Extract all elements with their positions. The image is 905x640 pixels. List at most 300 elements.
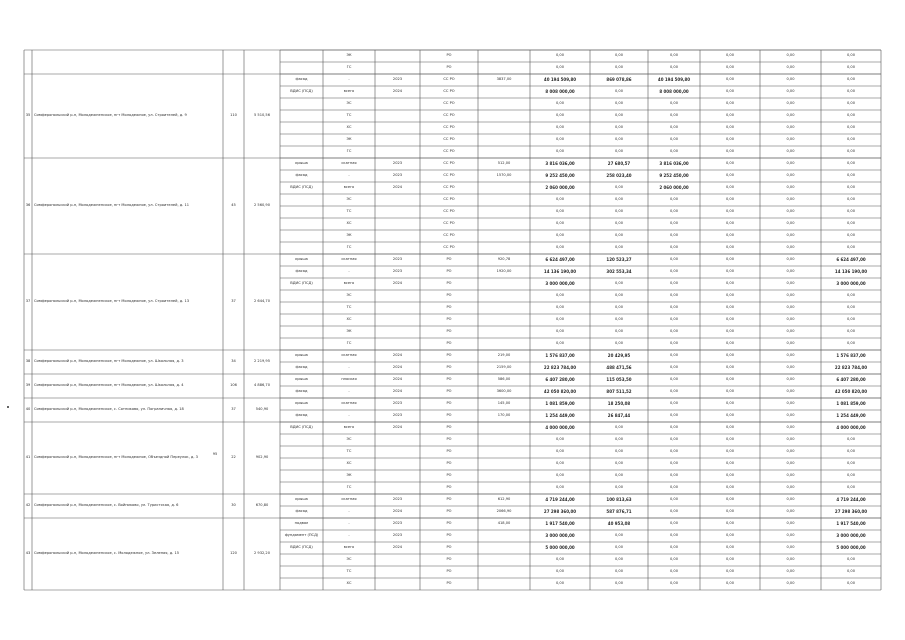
amount-c4: 0,00 bbox=[786, 449, 795, 454]
amount-c1: 120 523,27 bbox=[606, 257, 632, 262]
amount-c4: 0,00 bbox=[786, 581, 795, 586]
year: 2023 bbox=[392, 257, 403, 262]
row-number: 43 bbox=[25, 551, 31, 556]
amount-c5: 0,00 bbox=[846, 185, 856, 190]
work-kind: крыша bbox=[295, 377, 308, 382]
amount-c1: 100 813,63 bbox=[606, 497, 632, 502]
amount-c5: 3 000 000,00 bbox=[836, 533, 866, 538]
system-label: ХС bbox=[346, 221, 352, 226]
fund-form: РО bbox=[446, 533, 452, 538]
fund-form: РО bbox=[446, 389, 452, 394]
address-cell: Симферопольский р-н, Молодежненское, пгт Молодежное, ул. Строителей, д. 9 bbox=[34, 113, 187, 118]
work-kind: ВДИС (ПСД) bbox=[290, 89, 313, 94]
fund-form: РО bbox=[446, 461, 452, 466]
amount-c5: 3 000 000,00 bbox=[836, 281, 866, 286]
amount-c1: 587 876,71 bbox=[606, 509, 632, 514]
amount-c1: 0,00 bbox=[614, 89, 624, 94]
year: 2024 bbox=[392, 377, 403, 382]
amount-c2: 0,00 bbox=[669, 293, 679, 298]
year: 2023 bbox=[392, 173, 403, 178]
amount-sum: 0,00 bbox=[555, 245, 565, 250]
work-kind: подвал bbox=[294, 521, 309, 526]
fund-form: СС РО bbox=[443, 197, 455, 202]
amount-c2: 0,00 bbox=[669, 197, 679, 202]
amount-c2: 40 194 509,80 bbox=[657, 77, 691, 82]
amount-c1: 807 511,52 bbox=[606, 389, 632, 394]
amount-c1: 0,00 bbox=[614, 317, 624, 322]
amount-c4: 0,00 bbox=[786, 377, 795, 382]
amount-c3: 0,00 bbox=[725, 425, 735, 430]
amount-sum: 0,00 bbox=[555, 473, 565, 478]
amount-c1: 302 553,34 bbox=[606, 269, 632, 274]
row-number: 38 bbox=[25, 359, 31, 364]
amount-c5: 0,00 bbox=[846, 125, 856, 130]
system-label: ЭС bbox=[346, 197, 352, 202]
amount-sum: 1 254 449,00 bbox=[545, 413, 575, 418]
amount-c5: 0,00 bbox=[846, 101, 856, 106]
fund-form: СС РО bbox=[443, 185, 455, 190]
amount-c5: 0,00 bbox=[846, 137, 856, 142]
amount-c5: 0,00 bbox=[846, 473, 856, 478]
amount-c2: 0,00 bbox=[669, 533, 679, 538]
amount-c3: 0,00 bbox=[725, 293, 735, 298]
amount-c4: 0,00 bbox=[786, 65, 795, 70]
amount-c3: 0,00 bbox=[725, 305, 735, 310]
work-kind: ВДИС (ПСД) bbox=[290, 281, 313, 286]
amount-sum: 3 000 000,00 bbox=[545, 281, 575, 286]
volume: 3600,00 bbox=[496, 389, 512, 394]
amount-c4: 0,00 bbox=[786, 233, 795, 238]
fund-form: РО bbox=[446, 353, 452, 358]
amount-c5: 0,00 bbox=[846, 173, 856, 178]
fund-form: РО bbox=[446, 581, 452, 586]
volume: 219,00 bbox=[497, 353, 511, 358]
amount-c3: 0,00 bbox=[725, 209, 735, 214]
fund-form: РО bbox=[446, 545, 452, 550]
year: 2024 bbox=[392, 425, 403, 430]
amount-c4: 0,00 bbox=[786, 569, 795, 574]
amount-c5: 0,00 bbox=[846, 113, 856, 118]
amount-c2: 2 060 000,00 bbox=[659, 185, 689, 190]
amount-c2: 0,00 bbox=[669, 449, 679, 454]
amount-sum: 0,00 bbox=[555, 233, 565, 238]
amount-c1: 258 023,40 bbox=[606, 173, 632, 178]
amount-c1: 0,00 bbox=[614, 341, 624, 346]
material: - bbox=[348, 173, 350, 178]
fund-form: РО bbox=[446, 437, 452, 442]
system-label: ЭК bbox=[346, 329, 352, 334]
amount-c3: 0,00 bbox=[725, 113, 735, 118]
work-kind: фасад bbox=[295, 389, 308, 394]
amount-c3: 0,00 bbox=[725, 245, 735, 250]
volume: 920,78 bbox=[497, 257, 511, 262]
amount-c3: 0,00 bbox=[725, 125, 735, 130]
amount-c2: 0,00 bbox=[669, 413, 679, 418]
amount-c4: 0,00 bbox=[786, 389, 795, 394]
amount-sum: 0,00 bbox=[555, 125, 565, 130]
fund-form: СС РО bbox=[443, 113, 455, 118]
amount-sum: 0,00 bbox=[555, 65, 565, 70]
year: 2023 bbox=[392, 521, 403, 526]
amount-c4: 0,00 bbox=[786, 113, 795, 118]
amount-c3: 0,00 bbox=[725, 497, 735, 502]
amount-c4: 0,00 bbox=[786, 257, 795, 262]
fund-form: РО bbox=[446, 329, 452, 334]
amount-sum: 1 917 540,00 bbox=[545, 521, 575, 526]
work-kind: крыша bbox=[295, 161, 308, 166]
amount-c5: 0,00 bbox=[846, 461, 856, 466]
amount-c2: 0,00 bbox=[669, 269, 679, 274]
amount-c2: 0,00 bbox=[669, 305, 679, 310]
amount-c4: 0,00 bbox=[786, 557, 795, 562]
work-kind: ВДИС (ПСД) bbox=[290, 185, 313, 190]
amount-c5: 0,00 bbox=[846, 437, 856, 442]
amount-c4: 0,00 bbox=[786, 341, 795, 346]
fund-form: РО bbox=[446, 413, 452, 418]
amount-c5: 6 407 280,00 bbox=[836, 377, 866, 382]
amount-c2: 0,00 bbox=[669, 353, 679, 358]
amount-c5: 0,00 bbox=[846, 581, 856, 586]
amount-c1: 0,00 bbox=[614, 53, 624, 58]
amount-c5: 0,00 bbox=[846, 221, 856, 226]
year: 2024 bbox=[392, 365, 403, 370]
amount-c3: 0,00 bbox=[725, 221, 735, 226]
amount-c1: 0,00 bbox=[614, 149, 624, 154]
amount-c1: 869 078,86 bbox=[606, 77, 632, 82]
amount-sum: 0,00 bbox=[555, 113, 565, 118]
amount-c2: 0,00 bbox=[669, 461, 679, 466]
amount-c2: 0,00 bbox=[669, 65, 679, 70]
amount-c2: 0,00 bbox=[669, 233, 679, 238]
system-label: ЭС bbox=[346, 101, 352, 106]
fund-form: РО bbox=[446, 449, 452, 454]
year: 2024 bbox=[392, 281, 403, 286]
amount-c4: 0,00 bbox=[786, 149, 795, 154]
volume: 586,00 bbox=[497, 377, 511, 382]
amount-c2: 0,00 bbox=[669, 281, 679, 286]
amount-c4: 0,00 bbox=[786, 401, 795, 406]
amount-c2: 0,00 bbox=[669, 257, 679, 262]
volume: 2159,00 bbox=[496, 365, 512, 370]
area-cell: 34 bbox=[231, 359, 236, 364]
fund-form: РО bbox=[446, 485, 452, 490]
system-label: ГС bbox=[346, 485, 352, 490]
amount-c2: 0,00 bbox=[669, 437, 679, 442]
amount-c5: 5 000 000,00 bbox=[836, 545, 866, 550]
amount-c1: 27 680,57 bbox=[607, 161, 631, 166]
area-cell: 30 bbox=[231, 503, 236, 508]
amount-c4: 0,00 bbox=[786, 125, 795, 130]
fund-form: СС РО bbox=[443, 233, 455, 238]
fund-form: СС РО bbox=[443, 77, 455, 82]
amount-c3: 0,00 bbox=[725, 581, 735, 586]
amount-sum: 2 060 000,00 bbox=[545, 185, 575, 190]
amount-c3: 0,00 bbox=[725, 533, 735, 538]
amount-c1: 0,00 bbox=[614, 197, 624, 202]
amount-c1: 0,00 bbox=[614, 185, 624, 190]
material: всего bbox=[343, 545, 355, 550]
amount-sum: 3 000 000,00 bbox=[545, 533, 575, 538]
address-cell: Симферопольский р-н, Молодежненское, с. Молодежное, ул. Зеленая, д. 15 bbox=[34, 551, 180, 556]
amount-c4: 0,00 bbox=[786, 317, 795, 322]
address-cell: Симферопольский р-н, Молодежненское, пгт Молодежное, ул. Школьная, д. 3 bbox=[34, 359, 184, 364]
fund-form: РО bbox=[446, 317, 452, 322]
amount-sum: 0,00 bbox=[555, 293, 565, 298]
amount-c1: 115 053,50 bbox=[606, 377, 632, 382]
amount-sum: 3 816 036,00 bbox=[545, 161, 575, 166]
amount-c4: 0,00 bbox=[786, 185, 795, 190]
system-label: ЭС bbox=[346, 437, 352, 442]
fund-form: СС РО bbox=[443, 137, 455, 142]
amount-c3: 0,00 bbox=[725, 233, 735, 238]
system-label: ЭК bbox=[346, 137, 352, 142]
amount-sum: 8 008 000,00 bbox=[545, 89, 575, 94]
work-kind: крыша bbox=[295, 401, 308, 406]
amount-c2: 0,00 bbox=[669, 365, 679, 370]
material: - bbox=[348, 389, 350, 394]
material: - bbox=[348, 509, 350, 514]
work-kind: фасад bbox=[295, 365, 308, 370]
material: скатная bbox=[341, 161, 357, 166]
amount-c5: 0,00 bbox=[846, 89, 856, 94]
amount-sum: 0,00 bbox=[555, 569, 565, 574]
amount-c1: 0,00 bbox=[614, 437, 624, 442]
amount-c1: 0,00 bbox=[614, 305, 624, 310]
amount-sum: 0,00 bbox=[555, 485, 565, 490]
amount-sum: 0,00 bbox=[555, 209, 565, 214]
amount-c2: 0,00 bbox=[669, 389, 679, 394]
amount-c5: 0,00 bbox=[846, 245, 856, 250]
amount-sum: 6 407 280,00 bbox=[545, 377, 575, 382]
amount-c1: 0,00 bbox=[614, 581, 624, 586]
amount-c3: 0,00 bbox=[725, 341, 735, 346]
amount-c4: 0,00 bbox=[786, 509, 795, 514]
amount-sum: 0,00 bbox=[555, 461, 565, 466]
amount-sum: 0,00 bbox=[555, 329, 565, 334]
amount-c3: 0,00 bbox=[725, 173, 735, 178]
amount-c3: 0,00 bbox=[725, 281, 735, 286]
amount-c1: 0,00 bbox=[614, 113, 624, 118]
amount-sum: 0,00 bbox=[555, 317, 565, 322]
material: - bbox=[348, 533, 350, 538]
amount-c5: 1 917 540,00 bbox=[836, 521, 866, 526]
amount-c3: 0,00 bbox=[725, 137, 735, 142]
amount-c5: 0,00 bbox=[846, 53, 856, 58]
amount-c1: 0,00 bbox=[614, 209, 624, 214]
fund-form: РО bbox=[446, 521, 452, 526]
amount-c3: 0,00 bbox=[725, 149, 735, 154]
row-number: 36 bbox=[25, 203, 31, 208]
material: всего bbox=[343, 425, 355, 430]
amount-c4: 0,00 bbox=[786, 221, 795, 226]
amount-sum: 0,00 bbox=[555, 581, 565, 586]
amount-c2: 0,00 bbox=[669, 137, 679, 142]
amount-c2: 0,00 bbox=[669, 245, 679, 250]
system-label: ЭК bbox=[346, 53, 352, 58]
year: 2023 bbox=[392, 77, 403, 82]
amount-c3: 0,00 bbox=[725, 53, 735, 58]
amount-c4: 0,00 bbox=[786, 161, 795, 166]
amount-sum: 22 823 784,00 bbox=[543, 365, 577, 370]
year: 2024 bbox=[392, 509, 403, 514]
amount-c1: 0,00 bbox=[614, 449, 624, 454]
system-label: ТС bbox=[346, 209, 352, 214]
amount-c4: 0,00 bbox=[786, 353, 795, 358]
amount-c1: 0,00 bbox=[614, 473, 624, 478]
amount-c1: 0,00 bbox=[614, 461, 624, 466]
amount-c3: 0,00 bbox=[725, 569, 735, 574]
amount-c3: 0,00 bbox=[725, 353, 735, 358]
amount-c5: 0,00 bbox=[846, 209, 856, 214]
year: 2023 bbox=[392, 497, 403, 502]
amount-c4: 0,00 bbox=[786, 281, 795, 286]
area-cell: 45 bbox=[231, 203, 236, 208]
amount-c4: 0,00 bbox=[786, 101, 795, 106]
amount-sum: 4 000 000,00 bbox=[545, 425, 575, 430]
row-number: 41 bbox=[25, 455, 31, 460]
address-cell: Симферопольский р-н, Молодежненское, пгт Молодежное, ул. Школьная, д. 4 bbox=[34, 383, 184, 388]
material: скатная bbox=[341, 401, 357, 406]
amount-c2: 0,00 bbox=[669, 581, 679, 586]
amount-c2: 0,00 bbox=[669, 317, 679, 322]
amount-sum: 0,00 bbox=[555, 305, 565, 310]
fund-form: РО bbox=[446, 281, 452, 286]
row-number: 35 bbox=[25, 113, 31, 118]
amount-sum: 0,00 bbox=[555, 149, 565, 154]
amount-c2: 0,00 bbox=[669, 329, 679, 334]
amount-c5: 0,00 bbox=[846, 557, 856, 562]
fund-form: РО bbox=[446, 497, 452, 502]
material: скатная bbox=[341, 497, 357, 502]
amount-c2: 0,00 bbox=[669, 377, 679, 382]
amount-c3: 0,00 bbox=[725, 413, 735, 418]
fund-form: СС РО bbox=[443, 245, 455, 250]
amount-c2: 0,00 bbox=[669, 485, 679, 490]
amount-c3: 0,00 bbox=[725, 401, 735, 406]
fund-form: РО bbox=[446, 305, 452, 310]
system-label: ТС bbox=[346, 305, 352, 310]
amount-c2: 0,00 bbox=[669, 125, 679, 130]
amount-c2: 0,00 bbox=[669, 221, 679, 226]
system-label: ТС bbox=[346, 113, 352, 118]
fund-form: РО bbox=[446, 341, 452, 346]
cost-cell: 2 932,20 bbox=[253, 551, 271, 556]
amount-c1: 0,00 bbox=[614, 545, 624, 550]
material: плоская bbox=[341, 377, 357, 382]
amount-c5: 42 050 820,00 bbox=[834, 389, 868, 394]
amount-c4: 0,00 bbox=[786, 305, 795, 310]
amount-c5: 0,00 bbox=[846, 317, 856, 322]
amount-c4: 0,00 bbox=[786, 53, 795, 58]
volume: 3837,00 bbox=[496, 77, 512, 82]
address-cell: Симферопольский р-н, Молодежненское, с. Сотниково, ул. Пограничная, д. 18 bbox=[34, 407, 184, 412]
address-cell: Симферопольский р-н, Молодежненское, с. Войниково, ул. Туристская, д. 6 bbox=[34, 503, 179, 508]
amount-sum: 40 194 509,80 bbox=[543, 77, 577, 82]
amount-c5: 0,00 bbox=[846, 329, 856, 334]
volume: 418,00 bbox=[497, 521, 511, 526]
amount-sum: 1 081 859,00 bbox=[545, 401, 575, 406]
fund-form: СС РО bbox=[443, 89, 455, 94]
system-label: ГС bbox=[346, 65, 352, 70]
amount-c5: 0,00 bbox=[846, 569, 856, 574]
system-label: ХС bbox=[346, 317, 352, 322]
amount-c2: 0,00 bbox=[669, 473, 679, 478]
volume: 612,90 bbox=[497, 497, 511, 502]
amount-sum: 6 624 497,00 bbox=[545, 257, 575, 262]
material: - bbox=[348, 269, 350, 274]
amount-c1: 0,00 bbox=[614, 485, 624, 490]
amount-sum: 0,00 bbox=[555, 557, 565, 562]
amount-c1: 488 471,56 bbox=[606, 365, 632, 370]
amount-c4: 0,00 bbox=[786, 137, 795, 142]
year: 2023 bbox=[392, 161, 403, 166]
amount-c4: 0,00 bbox=[786, 197, 795, 202]
amount-c4: 0,00 bbox=[786, 77, 795, 82]
amount-c1: 0,00 bbox=[614, 137, 624, 142]
amount-c4: 0,00 bbox=[786, 365, 795, 370]
amount-c5: 0,00 bbox=[846, 449, 856, 454]
system-label: ТС bbox=[346, 449, 352, 454]
amount-c5: 0,00 bbox=[846, 65, 856, 70]
cost-cell: 5 510,56 bbox=[253, 113, 271, 118]
amount-c1: 0,00 bbox=[614, 101, 624, 106]
amount-c1: 0,00 bbox=[614, 245, 624, 250]
material: скатная bbox=[341, 353, 357, 358]
material: всего bbox=[343, 89, 355, 94]
amount-c3: 0,00 bbox=[725, 101, 735, 106]
amount-c4: 0,00 bbox=[786, 461, 795, 466]
amount-c5: 27 298 360,00 bbox=[834, 509, 868, 514]
work-kind: фасад bbox=[295, 413, 308, 418]
amount-c1: 20 429,95 bbox=[607, 353, 631, 358]
fund-form: РО bbox=[446, 557, 452, 562]
amount-c1: 0,00 bbox=[614, 281, 624, 286]
system-label: ХС bbox=[346, 581, 352, 586]
amount-c5: 0,00 bbox=[846, 197, 856, 202]
amount-c1: 0,00 bbox=[614, 425, 624, 430]
cost-cell: 902,90 bbox=[255, 455, 269, 460]
amount-c4: 0,00 bbox=[786, 533, 795, 538]
amount-c5: 6 624 497,00 bbox=[836, 257, 866, 262]
work-kind: фасад bbox=[295, 173, 308, 178]
amount-sum: 0,00 bbox=[555, 101, 565, 106]
work-kind: фасад bbox=[295, 77, 308, 82]
amount-c3: 0,00 bbox=[725, 557, 735, 562]
work-kind: фасад bbox=[295, 509, 308, 514]
amount-c2: 0,00 bbox=[669, 401, 679, 406]
area-cell: 106 bbox=[230, 383, 237, 388]
amount-c4: 0,00 bbox=[786, 497, 795, 502]
amount-c1: 0,00 bbox=[614, 65, 624, 70]
amount-c1: 0,00 bbox=[614, 557, 624, 562]
cost-cell: 670,80 bbox=[255, 503, 269, 508]
amount-c2: 8 008 000,00 bbox=[659, 89, 689, 94]
amount-c2: 0,00 bbox=[669, 521, 679, 526]
year: 2024 bbox=[392, 389, 403, 394]
fund-form: РО bbox=[446, 365, 452, 370]
amount-c1: 26 847,44 bbox=[607, 413, 631, 418]
material: - bbox=[348, 365, 350, 370]
fund-form: СС РО bbox=[443, 161, 455, 166]
amount-c2: 0,00 bbox=[669, 497, 679, 502]
fund-form: РО bbox=[446, 473, 452, 478]
work-kind: крыша bbox=[295, 257, 308, 262]
amount-c3: 0,00 bbox=[725, 365, 735, 370]
amount-c3: 0,00 bbox=[725, 545, 735, 550]
amount-c2: 3 816 036,00 bbox=[659, 161, 689, 166]
year: 2023 bbox=[392, 533, 403, 538]
amount-sum: 14 136 190,00 bbox=[543, 269, 577, 274]
